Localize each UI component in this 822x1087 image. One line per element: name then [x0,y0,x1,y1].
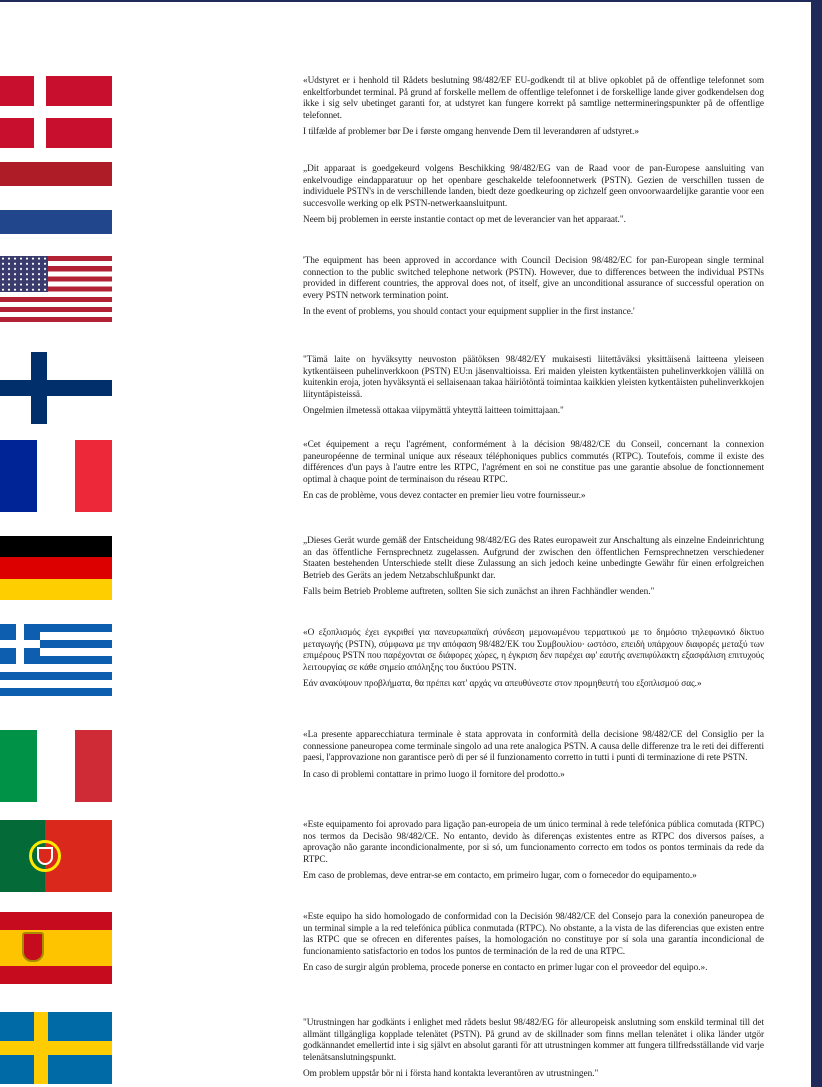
declaration-paragraph: „Dit apparaat is goedgekeurd volgens Beschikking 98/482/EG van de Raad voor de pan-Europese aansluiting van enkelvoudige eindapparatuur op het openbare geschakelde telefoonnetwerk (PSTN). Gezien de verschillen tussen de individuele PSTN's in de verschillende landen, biedt deze goedkeuring op zichzelf geen onvoorwaardelijke garantie voor een succesvolle werking op elk PSTN-netwerkaansluitpunt. [303,164,764,209]
page-edge-bar [811,0,822,1087]
declaration-text [303,76,764,139]
flag-france-icon [0,440,112,512]
flag-portugal-icon [0,820,112,892]
declaration-contact-paragraph: Om problem uppstår bör ni i första hand kontakta leverantören av utrustningen." [303,1069,599,1080]
top-rule [0,0,822,2]
declaration-contact-paragraph: I tilfælde af problemer bør De i første omgang henvende Dem til leverandøren af udstyret.» [303,127,640,138]
flag-spain-icon [0,912,112,984]
flag-denmark-icon [0,76,112,148]
declaration-paragraph: «Ο εξοπλισμός έχει εγκριθεί για πανευρωπαϊκή σύνδεση μεμονωμένου τερματικού με το δημόσιο τηλεφωνικό δίκτυο μεταγωγής (PSTN), σύμφωνα με την απόφαση 98/482/ΕΚ του Συμβουλίου· ωστόσο, επειδή υπάρχουν διαφορές μεταξύ των επιμέρους PSTN που παρέχονται σε διάφορες χώρες, η έγκριση δεν παρέχει αφ' εαυτής ανεπιφύλακτη εξασφάλιση επιτυχούς λειτουργίας σε κάθε σημείο απόληξης του δικτύου PSTN. [303,628,764,673]
flag-united-states-icon [0,256,112,322]
declaration-contact-paragraph: En caso de surgir algún problema, procede ponerse en contacto en primer lugar con el proveedor del equipo.». [303,963,708,974]
declaration-paragraph: «La presente apparecchiatura terminale è stata approvata in conformità della decisione 98/482/CE del Consiglio per la connessione paneuropea come terminale singolo ad una rete analogica PSTN. A causa delle differenze tra le reti dei differenti paesi, l'approvazione non garantisce però di per sé il funzionamento corretto in tutti i punti di terminazione di rete PSTN. [303,730,764,764]
declaration-text [303,628,764,691]
declaration-text [303,536,764,599]
declaration-paragraph: 'The equipment has been approved in accordance with Council Decision 98/482/EC for pan-European single terminal connection to the public switched telephone network (PSTN). However, due to differences between the individual PSTNs provided in different countries, the approval does not, of itself, give an unconditional assurance of successful operation on every PSTN network termination point. [303,256,764,301]
declaration-paragraph: «Udstyret er i henhold til Rådets beslutning 98/482/EF EU-godkendt til at blive opkoblet på de offentlige telefonnet som enkeltforbundet terminal. På grund af forskelle mellem de offentlige telefonnet i de forskellige lande giver godkendelsen dog ikke i sig selv ubetinget garanti for, at udstyret kan fungere korrekt på samtlige nettermineringspunkter på de offentlige telefonnet. [303,76,764,121]
declaration-paragraph: „Dieses Gerät wurde gemäß der Entscheidung 98/482/EG des Rates europaweit zur Anschaltung als einzelne Endeinrichtung an das öffentliche Fernsprechnetz zugelassen. Aufgrund der zwischen den öffentlichen Fernsprechnetzen verschiedener Staaten bestehenden Unterschiede stellt diese Zulassung an sich jedoch keine unbedingte Gewähr für einen erfolgreichen Betrieb des Geräts an jedem Netzabschlußpunkt dar. [303,536,764,581]
declaration-text [303,912,764,975]
flag-finland-icon [0,352,112,424]
declaration-contact-paragraph: In the event of problems, you should contact your equipment supplier in the first instance.' [303,307,635,318]
declaration-contact-paragraph: Εάν ανακύψουν προβλήματα, θα πρέπει κατ' αρχάς να απευθύνεστε στον προμηθευτή του εξοπλισμού σας.» [303,679,702,690]
declaration-text [303,256,764,319]
declaration-text [303,164,764,227]
flag-italy-icon [0,730,112,802]
declaration-text [303,730,764,781]
declaration-contact-paragraph: Falls beim Betrieb Probleme auftreten, sollten Sie sich zunächst an ihren Fachhändler wenden." [303,587,655,598]
declaration-paragraph: "Tämä laite on hyväksytty neuvoston päätöksen 98/482/EY mukaisesti liitettäväksi yksittäisenä laitteena yleiseen kytkentäiseen puhelinverkkoon (PSTN) EU:n jäsenvaltioissa. Eri maiden yleisten kytkentäisten puhelinverkkojen välillä on kuitenkin eroja, joten hyväksyntä ei sellaisenaan takaa häiriötöntä toimintaa kaikkien yleisten kytkentäisten puhelinverkkojen liityntäpisteissä. [303,355,764,400]
declaration-text [303,820,764,883]
declaration-paragraph: «Este equipamento foi aprovado para ligação pan-europeia de um único terminal à rede telefónica pública comutada (RTPC) nos termos da Decisão 98/482/CE. No entanto, devido às diferenças existentes entre as RTPC dos diversos países, a aprovação não garante incondicionalmente, por si só, um funcionamento correcto em todos os pontos terminais da rede da RTPC. [303,820,764,865]
declaration-paragraph: «Este equipo ha sido homologado de conformidad con la Decisión 98/482/CE del Consejo para la conexión paneuropea de un terminal simple a la red telefónica pública conmutada (RTPC). No obstante, a la vista de las diferencias que existen entre las RTPC que se ofrecen en diferentes países, la homologación no constituye por sí sola una garantía incondicional de funcionamiento satisfactorio en todos los puntos de terminación de la red de una RTPC. [303,912,764,957]
flag-netherlands-icon [0,162,112,234]
declaration-contact-paragraph: Neem bij problemen in eerste instantie contact op met de leverancier van het apparaat.". [303,215,626,226]
declaration-text [303,440,764,503]
declaration-contact-paragraph: Em caso de problemas, deve entrar-se em contacto, em primeiro lugar, com o fornecedor do equipamento.» [303,871,697,882]
declaration-text [303,1018,764,1081]
flag-greece-icon [0,624,112,696]
declaration-paragraph: «Cet équipement a reçu l'agrément, conformément à la décision 98/482/CE du Conseil, concernant la connexion paneuropéenne de terminal unique aux réseaux téléphoniques publics commutés (RTPC). Toutefois, comme il existe des différences d'un pays à l'autre entre les RTPC, l'agrément en soi ne constitue pas une garantie absolue de fonctionnement optimal à chaque point de terminaison du réseau RTPC. [303,440,764,485]
declaration-paragraph: "Utrustningen har godkänts i enlighet med rådets beslut 98/482/EG för alleuropeisk anslutning som enskild terminal till det allmänt tillgängliga kopplade telenätet (PSTN). På grund av de skillnader som finns mellan telenätet i olika länder utgör godkännandet emellertid inte i sig självt en absolut garanti för att utrustningen kommer att fungera tillfredsställande vid varje telenätsanslutningspunkt. [303,1018,764,1063]
declaration-text [303,355,764,418]
flag-sweden-icon [0,1012,112,1084]
declaration-contact-paragraph: In caso di problemi contattare in primo luogo il fornitore del prodotto.» [303,769,565,780]
flag-germany-icon [0,536,112,600]
declaration-contact-paragraph: Ongelmien ilmetessä ottakaa viipymättä yhteyttä laitteen toimittajaan." [303,406,564,417]
declaration-contact-paragraph: En cas de problème, vous devez contacter en premier lieu votre fournisseur.» [303,491,586,502]
